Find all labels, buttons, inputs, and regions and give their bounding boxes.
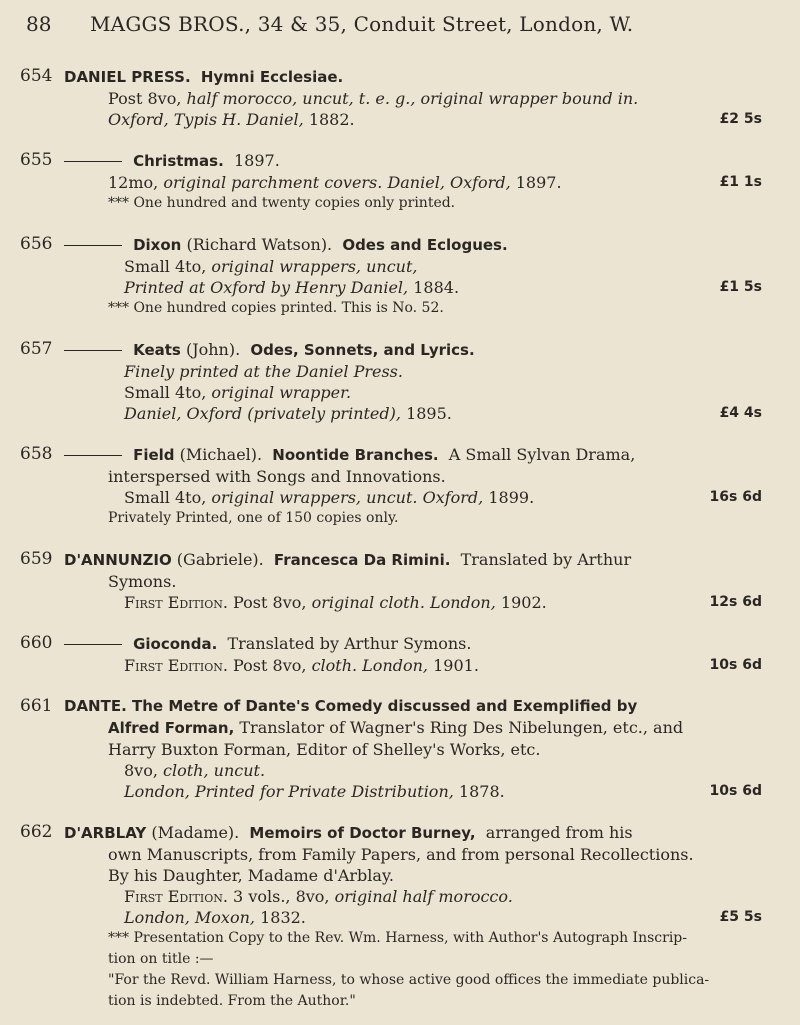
entry-note: Privately Printed, one of 150 copies only. <box>108 510 399 526</box>
entry-price: 10s 6d <box>709 783 762 799</box>
entry-edition: First Edition. <box>124 887 228 906</box>
entry-price: £5 5s <box>719 909 762 925</box>
entry-year: 1902. <box>500 593 547 612</box>
ditto-dash <box>64 350 122 351</box>
entry-number: 656 <box>20 234 53 254</box>
entry-imprint: London, Moxon, <box>124 908 255 927</box>
entry-note: tion is indebted. From the Author." <box>108 993 356 1009</box>
entry-author: Alfred Forman, <box>108 719 235 737</box>
entry-text: Translator of Wagner's Ring Des Nibelungen, etc., and <box>239 718 684 737</box>
entry-number: 662 <box>20 822 53 842</box>
entry-year: 1882. <box>308 110 355 129</box>
entry-number: 659 <box>20 549 53 569</box>
entry-text-italic: original wrapper. <box>211 383 352 402</box>
entry-text-italic: original cloth. London, <box>311 593 496 612</box>
entry-author-detail: (Madame). <box>151 823 240 842</box>
entry-year: 1832. <box>260 908 306 927</box>
entry-text: Post 8vo, <box>108 89 182 108</box>
entry-imprint: Oxford, Typis H. Daniel, <box>108 110 304 129</box>
ditto-dash <box>64 644 122 645</box>
entry-price: 10s 6d <box>709 657 762 673</box>
entry-year: 1897. <box>515 173 562 192</box>
entry-author: D'ARBLAY <box>64 824 147 842</box>
entry-author: Keats <box>133 341 181 359</box>
entry-note: *** Presentation Copy to the Rev. Wm. Harness, with Author's Autograph Inscrip- <box>108 930 687 946</box>
entry-year: 1884. <box>413 278 460 297</box>
entry-text-italic: half morocco, uncut, t. e. g., original wrapper bound in. <box>186 89 639 108</box>
entry-author: Dixon <box>133 236 182 254</box>
entry-text-italic: original wrappers, uncut, <box>211 257 418 276</box>
entry-number: 661 <box>20 696 53 716</box>
entry-year: 1895. <box>406 404 452 423</box>
entry-year: 1897. <box>233 151 280 170</box>
entry-title-rest: arranged from his <box>485 823 633 842</box>
entry-title: Odes, Sonnets, and Lyrics. <box>250 341 475 359</box>
entry-note: tion on title :— <box>108 951 214 967</box>
entry-text-italic: original parchment covers. Daniel, Oxford, <box>163 173 511 192</box>
entry-imprint: London, Printed for Private Distribution, <box>124 782 454 801</box>
page-header <box>26 12 762 36</box>
entry-title: Francesca Da Rimini. <box>273 551 451 569</box>
entry-edition: First Edition. <box>124 593 228 612</box>
entry-title: Christmas. <box>133 152 224 170</box>
entry-number: 658 <box>20 444 53 464</box>
entry-text: Symons. <box>108 572 177 591</box>
entry-title-rest: A Small Sylvan Drama, <box>448 445 636 464</box>
entry-price: £4 4s <box>719 405 762 421</box>
catalogue-entry <box>20 150 762 214</box>
entry-author: Field <box>133 446 175 464</box>
entry-price: 16s 6d <box>709 489 762 505</box>
entry-price: £1 1s <box>719 174 762 190</box>
page-number: 88 <box>26 12 52 36</box>
entry-author: D'ANNUNZIO <box>64 551 172 569</box>
entry-author-detail: (Gabriele). <box>176 550 264 569</box>
entry-year: 1899. <box>488 488 535 507</box>
entry-title: Gioconda. <box>133 635 218 653</box>
entry-text-italic: cloth, uncut. <box>163 761 266 780</box>
entry-number: 660 <box>20 633 53 653</box>
entry-text: Post 8vo, <box>233 593 307 612</box>
entry-note: *** One hundred copies printed. This is No. 52. <box>108 300 444 316</box>
entry-text: Small 4to, <box>124 257 207 276</box>
entry-title: Odes and Eclogues. <box>342 236 508 254</box>
entry-title-rest: Translated by Arthur <box>460 550 632 569</box>
catalogue-entry <box>20 633 762 676</box>
entry-text: own Manuscripts, from Family Papers, and from personal Recollections. <box>108 845 694 864</box>
entry-author: DANIEL PRESS. <box>64 68 191 86</box>
entry-year: 1878. <box>458 782 505 801</box>
catalogue-entry <box>20 822 762 1012</box>
ditto-dash <box>64 161 122 162</box>
entry-author-detail: (Richard Watson). <box>186 235 333 254</box>
entry-title-rest: Translated by Arthur Symons. <box>227 634 472 653</box>
entry-number: 654 <box>20 66 53 86</box>
entry-author-detail: (Michael). <box>179 445 263 464</box>
entry-text: 12mo, <box>108 173 159 192</box>
catalogue-entry <box>20 696 762 802</box>
entry-text: Small 4to, <box>124 383 207 402</box>
entry-text-italic: original half morocco. <box>334 887 513 906</box>
entry-text: By his Daughter, Madame d'Arblay. <box>108 866 394 885</box>
entry-text: interspersed with Songs and Innovations. <box>108 467 446 486</box>
catalogue-entry <box>20 234 762 319</box>
entry-title: Memoirs of Doctor Burney, <box>249 824 476 842</box>
entry-note: *** One hundred and twenty copies only printed. <box>108 195 456 211</box>
entry-text: Small 4to, <box>124 488 207 507</box>
ditto-dash <box>64 455 122 456</box>
entry-price: £1 5s <box>719 279 762 295</box>
entry-note: "For the Revd. William Harness, to whose active good offices the immediate publica- <box>108 972 710 988</box>
entry-text: Harry Buxton Forman, Editor of Shelley's Works, etc. <box>108 740 541 759</box>
catalogue-entry <box>20 66 762 130</box>
entry-price: 12s 6d <box>709 594 762 610</box>
entry-text-italic: Finely printed at the Daniel Press. <box>124 362 403 381</box>
catalogue-entry <box>20 549 762 613</box>
entry-title: DANTE. The Metre of Dante's Comedy discussed and Exemplified by <box>64 697 638 715</box>
entry-price: £2 5s <box>719 111 762 127</box>
entry-number: 655 <box>20 150 53 170</box>
entry-imprint: Printed at Oxford by Henry Daniel, <box>124 278 409 297</box>
entry-text: Post 8vo, <box>233 656 307 675</box>
entry-text: 8vo, <box>124 761 158 780</box>
entry-text-italic: original wrappers, uncut. Oxford, <box>211 488 484 507</box>
entry-edition: First Edition. <box>124 656 228 675</box>
catalogue-entry <box>20 339 762 424</box>
entry-author-detail: (John). <box>185 340 241 359</box>
page-title: MAGGS BROS., 34 & 35, Conduit Street, London, W. <box>90 12 634 36</box>
entry-title: Noontide Branches. <box>272 446 439 464</box>
entry-year: 1901. <box>433 656 479 675</box>
catalogue-entry <box>20 444 762 529</box>
entry-text-italic: cloth. London, <box>311 656 429 675</box>
entry-number: 657 <box>20 339 53 359</box>
entry-text: 3 vols., 8vo, <box>233 887 330 906</box>
entry-title: Hymni Ecclesiae. <box>200 68 344 86</box>
entry-imprint: Daniel, Oxford (privately printed), <box>124 404 401 423</box>
ditto-dash <box>64 245 122 246</box>
